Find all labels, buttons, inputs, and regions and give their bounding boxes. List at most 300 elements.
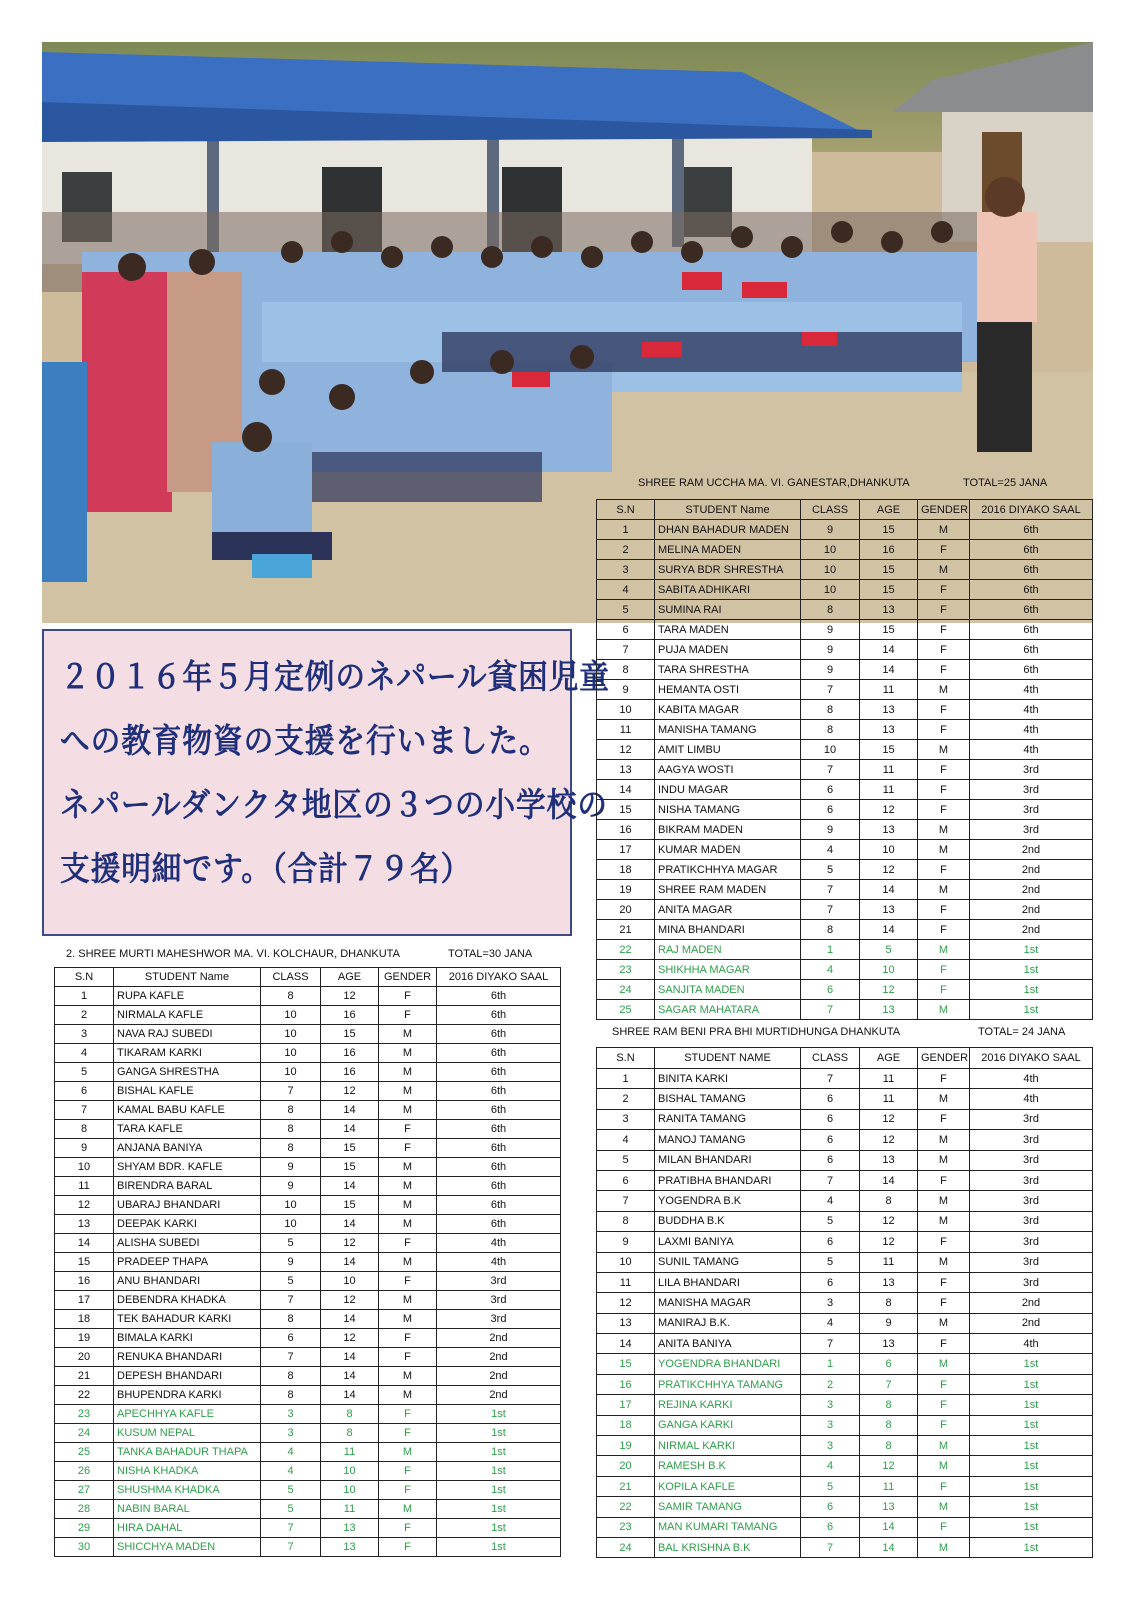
diyako-saal-cell: 2nd xyxy=(437,1348,561,1367)
student-name: DEEPAK KARKI xyxy=(114,1215,261,1234)
serial-number: 17 xyxy=(597,1395,655,1415)
age-cell: 15 xyxy=(321,1196,379,1215)
age-cell: 14 xyxy=(860,640,918,660)
table-row xyxy=(55,987,561,1006)
student-name: KOPILA KAFLE xyxy=(655,1476,801,1496)
gender-cell: M xyxy=(379,1443,437,1462)
serial-number: 2 xyxy=(597,1089,655,1109)
column-header: S.N xyxy=(597,500,655,520)
student-name: NIRMAL KARKI xyxy=(655,1436,801,1456)
age-cell: 11 xyxy=(860,780,918,800)
serial-number: 25 xyxy=(597,1000,655,1020)
diyako-saal-cell: 2nd xyxy=(970,900,1093,920)
serial-number: 4 xyxy=(597,1130,655,1150)
diyako-saal-cell: 6th xyxy=(970,620,1093,640)
student-name: TIKARAM KARKI xyxy=(114,1044,261,1063)
serial-number: 4 xyxy=(55,1044,114,1063)
class-cell: 10 xyxy=(261,1063,321,1082)
class-cell: 4 xyxy=(261,1462,321,1481)
class-cell: 3 xyxy=(801,1293,860,1313)
diyako-saal-cell: 1st xyxy=(437,1462,561,1481)
gender-cell: F xyxy=(918,720,970,740)
serial-number: 25 xyxy=(55,1443,114,1462)
table-row xyxy=(597,1191,1093,1211)
table-row xyxy=(597,1089,1093,1109)
serial-number: 20 xyxy=(597,900,655,920)
gender-cell: M xyxy=(379,1196,437,1215)
class-cell: 6 xyxy=(261,1329,321,1348)
diyako-saal-cell: 2nd xyxy=(970,1293,1093,1313)
table-row xyxy=(597,760,1093,780)
student-name: DEBENDRA KHADKA xyxy=(114,1291,261,1310)
student-name: KUSUM NEPAL xyxy=(114,1424,261,1443)
table-row xyxy=(55,1253,561,1272)
diyako-saal-cell: 3rd xyxy=(437,1291,561,1310)
table-row xyxy=(597,1170,1093,1190)
gender-cell: F xyxy=(918,580,970,600)
student-name: NISHA KHADKA xyxy=(114,1462,261,1481)
student-name: BINITA KARKI xyxy=(655,1069,801,1089)
student-name: AAGYA WOSTI xyxy=(655,760,801,780)
class-cell: 4 xyxy=(801,1191,860,1211)
class-cell: 7 xyxy=(261,1348,321,1367)
serial-number: 9 xyxy=(55,1139,114,1158)
student-name: REJINA KARKI xyxy=(655,1395,801,1415)
diyako-saal-cell: 1st xyxy=(970,1374,1093,1394)
student-name: MANOJ TAMANG xyxy=(655,1130,801,1150)
age-cell: 6 xyxy=(860,1354,918,1374)
serial-number: 20 xyxy=(55,1348,114,1367)
diyako-saal-cell: 2nd xyxy=(970,920,1093,940)
serial-number: 18 xyxy=(597,1415,655,1435)
class-cell: 5 xyxy=(801,1252,860,1272)
notice-line-3: ネパールダンクタ地区の３つの小学校の xyxy=(60,785,608,824)
diyako-saal-cell: 6th xyxy=(437,1139,561,1158)
age-cell: 5 xyxy=(860,940,918,960)
age-cell: 13 xyxy=(860,1150,918,1170)
age-cell: 12 xyxy=(860,1109,918,1129)
column-header: S.N xyxy=(597,1048,655,1069)
class-cell: 4 xyxy=(801,1456,860,1476)
age-cell: 12 xyxy=(321,1329,379,1348)
table-row xyxy=(55,1158,561,1177)
class-cell: 8 xyxy=(261,1367,321,1386)
gender-cell: M xyxy=(379,1500,437,1519)
class-cell: 6 xyxy=(801,1232,860,1252)
school-3-total: TOTAL=30 JANA xyxy=(448,948,533,960)
serial-number: 16 xyxy=(55,1272,114,1291)
student-name: NABIN BARAL xyxy=(114,1500,261,1519)
gender-cell: M xyxy=(379,1253,437,1272)
serial-number: 12 xyxy=(55,1196,114,1215)
age-cell: 16 xyxy=(321,1044,379,1063)
class-cell: 8 xyxy=(261,1120,321,1139)
class-cell: 7 xyxy=(801,880,860,900)
age-cell: 13 xyxy=(860,820,918,840)
class-cell: 4 xyxy=(801,1313,860,1333)
serial-number: 22 xyxy=(55,1386,114,1405)
diyako-saal-cell: 1st xyxy=(437,1424,561,1443)
age-cell: 13 xyxy=(860,700,918,720)
serial-number: 1 xyxy=(597,1069,655,1089)
gender-cell: M xyxy=(918,1252,970,1272)
gender-cell: M xyxy=(379,1310,437,1329)
student-name: YOGENDRA BHANDARI xyxy=(655,1354,801,1374)
diyako-saal-cell: 3rd xyxy=(970,1211,1093,1231)
student-name: SANJITA MADEN xyxy=(655,980,801,1000)
age-cell: 14 xyxy=(321,1101,379,1120)
gender-cell: M xyxy=(918,940,970,960)
notice-line-2: への教育物資の支援を行いました。 xyxy=(60,721,550,760)
table-row xyxy=(597,1334,1093,1354)
serial-number: 17 xyxy=(55,1291,114,1310)
class-cell: 8 xyxy=(261,1310,321,1329)
serial-number: 12 xyxy=(597,1293,655,1313)
diyako-saal-cell: 6th xyxy=(970,580,1093,600)
student-name: BAL KRISHNA B.K xyxy=(655,1537,801,1557)
class-cell: 8 xyxy=(801,700,860,720)
class-cell: 4 xyxy=(801,960,860,980)
serial-number: 14 xyxy=(597,780,655,800)
table-row xyxy=(55,1462,561,1481)
student-name: SUMINA RAI xyxy=(655,600,801,620)
student-name: DHAN BAHADUR MADEN xyxy=(655,520,801,540)
gender-cell: F xyxy=(379,1120,437,1139)
table-row xyxy=(597,540,1093,560)
column-header: 2016 DIYAKO SAAL xyxy=(970,500,1093,520)
table-row xyxy=(55,1367,561,1386)
serial-number: 11 xyxy=(597,720,655,740)
table-row xyxy=(55,1386,561,1405)
table-row xyxy=(55,1177,561,1196)
serial-number: 24 xyxy=(597,1537,655,1557)
student-name: SABITA ADHIKARI xyxy=(655,580,801,600)
column-header: CLASS xyxy=(801,500,860,520)
column-header: CLASS xyxy=(801,1048,860,1069)
diyako-saal-cell: 1st xyxy=(970,1476,1093,1496)
class-cell: 7 xyxy=(261,1538,321,1557)
gender-cell: M xyxy=(379,1291,437,1310)
gender-cell: F xyxy=(918,800,970,820)
serial-number: 23 xyxy=(55,1405,114,1424)
class-cell: 5 xyxy=(261,1272,321,1291)
class-cell: 5 xyxy=(801,860,860,880)
student-name: MAN KUMARI TAMANG xyxy=(655,1517,801,1537)
age-cell: 12 xyxy=(321,1082,379,1101)
class-cell: 7 xyxy=(801,760,860,780)
diyako-saal-cell: 1st xyxy=(437,1500,561,1519)
serial-number: 1 xyxy=(597,520,655,540)
diyako-saal-cell: 6th xyxy=(437,1082,561,1101)
serial-number: 17 xyxy=(597,840,655,860)
gender-cell: M xyxy=(379,1063,437,1082)
diyako-saal-cell: 3rd xyxy=(437,1310,561,1329)
student-name: KUMAR MADEN xyxy=(655,840,801,860)
student-name: PRATIKCHHYA TAMANG xyxy=(655,1374,801,1394)
class-cell: 7 xyxy=(261,1291,321,1310)
student-name: SUNIL TAMANG xyxy=(655,1252,801,1272)
diyako-saal-cell: 6th xyxy=(437,1120,561,1139)
table-row xyxy=(55,1272,561,1291)
school-1-total: TOTAL=25 JANA xyxy=(963,477,1048,489)
student-name: ANITA BANIYA xyxy=(655,1334,801,1354)
age-cell: 14 xyxy=(321,1310,379,1329)
table-row xyxy=(55,1215,561,1234)
serial-number: 20 xyxy=(597,1456,655,1476)
student-table-ganestar xyxy=(596,499,1093,1020)
serial-number: 8 xyxy=(597,660,655,680)
serial-number: 21 xyxy=(597,920,655,940)
student-name: GANGA SHRESTHA xyxy=(114,1063,261,1082)
diyako-saal-cell: 1st xyxy=(970,1517,1093,1537)
student-name: SHIKHHA MAGAR xyxy=(655,960,801,980)
serial-number: 2 xyxy=(55,1006,114,1025)
gender-cell: F xyxy=(379,1234,437,1253)
serial-number: 23 xyxy=(597,960,655,980)
gender-cell: F xyxy=(379,1348,437,1367)
age-cell: 13 xyxy=(321,1519,379,1538)
class-cell: 6 xyxy=(801,980,860,1000)
school-2-caption: SHREE RAM BENI PRA BHI MURTIDHUNGA DHANKUTA xyxy=(612,1026,901,1038)
class-cell: 9 xyxy=(261,1177,321,1196)
student-name: PUJA MADEN xyxy=(655,640,801,660)
diyako-saal-cell: 4th xyxy=(970,740,1093,760)
table-row xyxy=(55,1139,561,1158)
student-name: TARA KAFLE xyxy=(114,1120,261,1139)
serial-number: 16 xyxy=(597,820,655,840)
gender-cell: F xyxy=(379,1424,437,1443)
diyako-saal-cell: 3rd xyxy=(970,780,1093,800)
serial-number: 23 xyxy=(597,1517,655,1537)
gender-cell: F xyxy=(918,640,970,660)
diyako-saal-cell: 1st xyxy=(437,1481,561,1500)
diyako-saal-cell: 2nd xyxy=(437,1386,561,1405)
student-name: PRATIBHA BHANDARI xyxy=(655,1170,801,1190)
class-cell: 9 xyxy=(261,1253,321,1272)
table-row xyxy=(597,680,1093,700)
class-cell: 10 xyxy=(801,540,860,560)
table-row xyxy=(55,1481,561,1500)
student-name: SAGAR MAHATARA xyxy=(655,1000,801,1020)
table-row xyxy=(597,900,1093,920)
serial-number: 18 xyxy=(55,1310,114,1329)
gender-cell: M xyxy=(379,1044,437,1063)
serial-number: 3 xyxy=(597,1109,655,1129)
age-cell: 14 xyxy=(860,880,918,900)
class-cell: 6 xyxy=(801,1497,860,1517)
diyako-saal-cell: 6th xyxy=(970,600,1093,620)
class-cell: 6 xyxy=(801,1517,860,1537)
age-cell: 14 xyxy=(321,1177,379,1196)
student-name: BIRENDRA BARAL xyxy=(114,1177,261,1196)
diyako-saal-cell: 3rd xyxy=(970,1252,1093,1272)
class-cell: 10 xyxy=(261,1215,321,1234)
diyako-saal-cell: 3rd xyxy=(437,1272,561,1291)
table-header-row xyxy=(597,500,1093,520)
class-cell: 10 xyxy=(261,1025,321,1044)
age-cell: 14 xyxy=(321,1120,379,1139)
table-row xyxy=(597,1415,1093,1435)
class-cell: 6 xyxy=(801,780,860,800)
table-row xyxy=(597,1537,1093,1557)
table-row xyxy=(597,820,1093,840)
table-row xyxy=(597,940,1093,960)
gender-cell: F xyxy=(918,1415,970,1435)
class-cell: 8 xyxy=(801,600,860,620)
table-row xyxy=(597,860,1093,880)
serial-number: 30 xyxy=(55,1538,114,1557)
student-table-murtidhunga xyxy=(596,1047,1093,1558)
column-header: AGE xyxy=(321,968,379,987)
gender-cell: F xyxy=(379,1538,437,1557)
age-cell: 15 xyxy=(860,520,918,540)
student-name: DEPESH BHANDARI xyxy=(114,1367,261,1386)
student-name: SHREE RAM MADEN xyxy=(655,880,801,900)
serial-number: 21 xyxy=(55,1367,114,1386)
age-cell: 11 xyxy=(321,1500,379,1519)
serial-number: 24 xyxy=(55,1424,114,1443)
class-cell: 7 xyxy=(261,1519,321,1538)
column-header: 2016 DIYAKO SAAL xyxy=(970,1048,1093,1069)
column-header: 2016 DIYAKO SAAL xyxy=(437,968,561,987)
student-name: BISHAL KAFLE xyxy=(114,1082,261,1101)
serial-number: 7 xyxy=(597,1191,655,1211)
student-name: RAJ MADEN xyxy=(655,940,801,960)
student-name: BISHAL TAMANG xyxy=(655,1089,801,1109)
serial-number: 15 xyxy=(55,1253,114,1272)
class-cell: 5 xyxy=(261,1500,321,1519)
student-name: SAMIR TAMANG xyxy=(655,1497,801,1517)
age-cell: 10 xyxy=(321,1462,379,1481)
class-cell: 7 xyxy=(801,1000,860,1020)
serial-number: 22 xyxy=(597,1497,655,1517)
gender-cell: M xyxy=(918,1191,970,1211)
student-name: ALISHA SUBEDI xyxy=(114,1234,261,1253)
gender-cell: M xyxy=(379,1367,437,1386)
age-cell: 11 xyxy=(860,760,918,780)
class-cell: 10 xyxy=(261,1196,321,1215)
student-name: PRADEEP THAPA xyxy=(114,1253,261,1272)
age-cell: 11 xyxy=(860,680,918,700)
student-name: ANU BHANDARI xyxy=(114,1272,261,1291)
serial-number: 28 xyxy=(55,1500,114,1519)
table-row xyxy=(55,1063,561,1082)
class-cell: 3 xyxy=(801,1395,860,1415)
student-name: RAMESH B.K xyxy=(655,1456,801,1476)
student-name: RANITA TAMANG xyxy=(655,1109,801,1129)
age-cell: 13 xyxy=(860,600,918,620)
gender-cell: F xyxy=(918,760,970,780)
serial-number: 13 xyxy=(55,1215,114,1234)
table-row xyxy=(55,1025,561,1044)
table-row xyxy=(597,1476,1093,1496)
diyako-saal-cell: 2nd xyxy=(970,860,1093,880)
student-name: INDU MAGAR xyxy=(655,780,801,800)
age-cell: 12 xyxy=(860,860,918,880)
student-name: MANISHA TAMANG xyxy=(655,720,801,740)
diyako-saal-cell: 3rd xyxy=(970,1130,1093,1150)
gender-cell: M xyxy=(918,840,970,860)
column-header: GENDER xyxy=(918,1048,970,1069)
age-cell: 16 xyxy=(321,1006,379,1025)
table-row xyxy=(55,1234,561,1253)
table-row xyxy=(55,1424,561,1443)
diyako-saal-cell: 3rd xyxy=(970,1150,1093,1170)
serial-number: 11 xyxy=(597,1272,655,1292)
table-row xyxy=(597,1069,1093,1089)
gender-cell: F xyxy=(918,1170,970,1190)
gender-cell: M xyxy=(918,1000,970,1020)
table-row xyxy=(597,520,1093,540)
serial-number: 24 xyxy=(597,980,655,1000)
diyako-saal-cell: 4th xyxy=(970,680,1093,700)
gender-cell: M xyxy=(918,1456,970,1476)
gender-cell: M xyxy=(918,880,970,900)
class-cell: 8 xyxy=(261,1101,321,1120)
age-cell: 10 xyxy=(860,960,918,980)
serial-number: 8 xyxy=(597,1211,655,1231)
school-1-caption: SHREE RAM UCCHA MA. VI. GANESTAR,DHANKUTA xyxy=(638,477,910,489)
gender-cell: F xyxy=(918,780,970,800)
diyako-saal-cell: 1st xyxy=(437,1538,561,1557)
gender-cell: M xyxy=(379,1386,437,1405)
gender-cell: F xyxy=(379,1329,437,1348)
table-row xyxy=(55,1101,561,1120)
age-cell: 14 xyxy=(321,1367,379,1386)
serial-number: 11 xyxy=(55,1177,114,1196)
table-row xyxy=(597,1000,1093,1020)
table-row xyxy=(55,1082,561,1101)
column-header: AGE xyxy=(860,500,918,520)
age-cell: 14 xyxy=(860,920,918,940)
serial-number: 19 xyxy=(597,1436,655,1456)
age-cell: 10 xyxy=(860,840,918,860)
class-cell: 10 xyxy=(801,580,860,600)
table-header-row xyxy=(597,1048,1093,1069)
class-cell: 7 xyxy=(801,900,860,920)
student-name: BHUPENDRA KARKI xyxy=(114,1386,261,1405)
serial-number: 3 xyxy=(55,1025,114,1044)
class-cell: 3 xyxy=(261,1424,321,1443)
gender-cell: F xyxy=(379,1405,437,1424)
age-cell: 13 xyxy=(860,1334,918,1354)
age-cell: 8 xyxy=(321,1405,379,1424)
class-cell: 3 xyxy=(261,1405,321,1424)
student-name: MINA BHANDARI xyxy=(655,920,801,940)
table-row xyxy=(597,1497,1093,1517)
serial-number: 19 xyxy=(597,880,655,900)
class-cell: 9 xyxy=(801,620,860,640)
table-row xyxy=(597,840,1093,860)
table-row xyxy=(597,740,1093,760)
class-cell: 8 xyxy=(261,987,321,1006)
table-row xyxy=(597,980,1093,1000)
student-name: NISHA TAMANG xyxy=(655,800,801,820)
table-row xyxy=(55,1006,561,1025)
diyako-saal-cell: 4th xyxy=(970,1089,1093,1109)
serial-number: 27 xyxy=(55,1481,114,1500)
age-cell: 12 xyxy=(860,980,918,1000)
class-cell: 2 xyxy=(801,1374,860,1394)
class-cell: 7 xyxy=(801,1537,860,1557)
column-header: GENDER xyxy=(379,968,437,987)
diyako-saal-cell: 6th xyxy=(437,1215,561,1234)
serial-number: 10 xyxy=(55,1158,114,1177)
table-row xyxy=(597,1272,1093,1292)
class-cell: 9 xyxy=(801,640,860,660)
diyako-saal-cell: 1st xyxy=(970,1436,1093,1456)
diyako-saal-cell: 1st xyxy=(970,1395,1093,1415)
